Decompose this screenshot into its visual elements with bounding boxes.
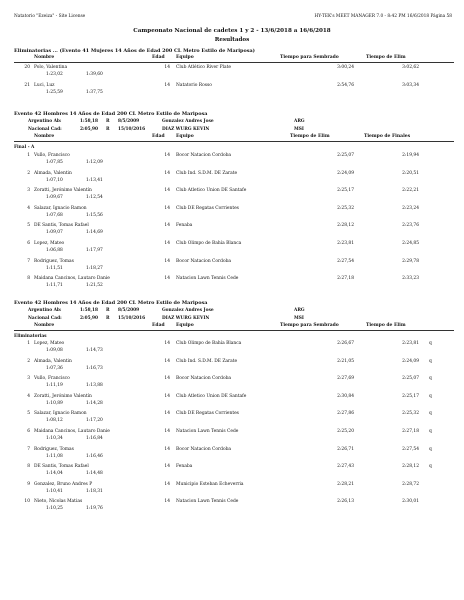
team-name: Natacion Lawn Tennis Cede [176,429,239,434]
place-cell: 8 [27,276,30,282]
split-50: 1:10,34 [46,436,63,441]
swimmer-name: Almada, Valentin [34,358,72,364]
table-row [14,411,454,425]
swimmer-name: Salazar, Ignacio Ramon [34,205,87,211]
qualifier-mark: q [429,358,432,364]
column-header-row [14,134,454,142]
place-cell: 20 [24,65,30,70]
result-time: 2:25,17 [402,393,419,399]
team-name: Club Atletico Union DE Santafe [176,393,247,399]
split-100: 1:14,28 [86,400,103,406]
place-cell: 6 [27,241,30,246]
split-100: 1:17,20 [86,418,103,424]
result-time: 2:20,51 [402,170,419,176]
split-100: 1:18,31 [86,488,103,494]
result-time: 2:27,54 [402,446,419,452]
age-cell: 14 [164,429,170,434]
table-row [14,188,454,202]
split-100: 1:12,54 [86,195,103,201]
table-row [14,341,454,355]
seed-time: 2:27,18 [337,276,354,282]
split-50: 1:10,25 [46,506,63,512]
team-name: Club Olimpo de Bahía Blanca [176,241,242,246]
team-name: Fenaba [176,223,193,229]
seed-time: 2:23,81 [337,241,354,246]
split-100: 1:16,84 [86,436,103,441]
seed-time: 2:25,07 [337,153,354,158]
place-cell: 2 [27,170,30,176]
event-title: Evento 42 Hombres 14 Años de Edad 200 CL Metro Estilo de Mariposa [14,111,208,117]
team-name: Club Ind. S.D.M. DE Zarate [176,358,238,364]
team-name: Club Olimpo de Bahía Blanca [176,341,242,346]
age-cell: 14 [164,411,170,417]
swimmer-name: Polo, Valentina [34,65,68,70]
table-row [14,429,454,443]
results-subtitle: Resultados [214,37,250,43]
seed-time: 2:28,21 [337,481,354,487]
split-50: 1:14,04 [46,471,63,477]
age-cell: 14 [164,446,170,452]
team-name: Club DE Regatas Corrientes [176,411,239,417]
result-time: 2:30,01 [402,499,419,505]
result-time: 2:19,94 [402,153,419,158]
team-name: Club Atletico Union DE Santafe [176,188,247,194]
place-cell: 1 [27,341,30,346]
split-100: 1:17,97 [86,248,103,253]
result-time: 2:24,09 [402,358,419,364]
seed-time: 2:28,12 [337,223,354,229]
col-seed-time: Tiempo para Sembrado [280,55,339,60]
place-cell: 4 [27,393,30,399]
qualifier-mark: q [429,393,432,399]
split-100: 1:14,73 [86,348,103,353]
split-50: 1:06,88 [46,248,63,253]
place-cell: 10 [24,499,30,505]
seed-time: 2:30,84 [337,393,354,399]
place-cell: 6 [27,429,30,434]
table-row [14,65,454,79]
col-team: Equipo [176,134,194,139]
split-100: 1:37,75 [86,89,103,95]
table-row [14,223,454,237]
split-50: 1:10,89 [46,400,63,406]
place-cell: 5 [27,223,30,229]
result-time: 2:25,32 [402,411,419,417]
split-50: 1:09,07 [46,230,63,236]
team-name: Club Atlético River Plate [176,65,231,70]
heat-label: Eliminatorias [14,334,47,339]
swimmer-name: Zoratti, Jerónimo Valentín [34,188,92,194]
place-cell: 8 [27,464,30,470]
col-age: Edad [152,134,165,139]
age-cell: 14 [164,258,170,264]
place-cell: 1 [27,153,30,158]
place-cell: 4 [27,205,30,211]
event-continuation-title: Eliminatorias ... (Evento 41 Mujeres 14 Años de Edad 200 CL Metro Estilo de Mariposa) [14,48,255,54]
split-50: 1:25,59 [46,89,63,95]
result-time: 2:23,76 [402,223,419,229]
result-time: 2:25,07 [402,376,419,382]
table-row [14,241,454,255]
results-page: Natatorio "Ezeiza" - Site License HY-TEK's MEET MANAGER 7.0 - 8:42 PM 16/6/2018 Página 58 Campeonato Nacional de cadetes 1 y 2 - 13/6/2018 a 16/6/2018 Resultados Eliminatorias ... (Evento 41 Mujeres 14 Años de Edad 200 CL Metro Estilo de Mariposa) Nombre Edad Equipo Tiempo para Sembrado Tiempo de Elim 20 Polo, Valentina 14 Club Atlético River Plate 3:00,24 3:02,62 1:23,02 1:39,60 21 Luci, Luz 14 Natatorio Rosso 2:54,76 3:03,34 1:25,59 1:37,75 Evento 42 Hombres 14 Años de Edad 200 CL Metro Estilo de Mariposa Argentino Ab: 1:58,18 R 8/5/2009 Gonzalez Andres Jose ARG Nacional Cad: 2:05,90 R 15/10/2016 DIAZ WURG KEVIN MSI Nombre Edad Equipo Tiempo de Elim Tiempo de Finales Final - A 1 Vullo, Francisco 14 Bocor Natacion Cordoba 2:25,07 2:19,94 1:07,85 1:12,09 2 Almada, Valentin 14 Club Ind. S.D.M. DE Zarate 2:24,09 2:20,51 1:07,10 1:13,41 3 Zoratti, Jerónimo Valentín 14 Club Atletico Union DE Santafe 2:25,17 2:22,21 1:09,67 1:12,54 4 Salazar, Ignacio Ramon 14 Club DE Regatas Corrientes 2:25,32 2:23,24 1:07,68 1:15,56 5 DE Santis, Tomas Rafael 14 Fenaba 2:28,12 2:23,76 1:09,07 1:14,69 6 Lopez, Mateo 14 Club Olimpo de Bahía Blanca 2:23,81 2:24,85 1:06,88 1:17,97 7 Rodriguez, Tomas 14 Bocor Natacion Cordoba 2:27,54 2:29,78 1:11,51 1:18,27 8 Maidana Cancinos, Lautaro Danie 14 Natacion Lawn Tennis Cede 2:27,18 2:33,23 1:11,71 1:21,52 Evento 42 Hombres 14 Años de Edad 200 CL Metro Estilo de Mariposa Argentino Ab: 1:58,18 R 8/5/2009 Gonzalez Andres Jose ARG Nacional Cad: 2:05,90 R 15/10/2016 DIAZ WURG KEVIN MSI Nombre Edad Equipo Tiempo para Sembrado Tiempo de Elim Eliminatorias 1 Lopez, Mateo 14 Club Olimpo de Bahía Blanca 2:26,67 2:23,81 q 1:09,08 1:14,73 2 Almada, Valentin 14 Club Ind. S.D.M. DE Zarate 2:21,05 2:24,09 q 1:07,36 1:16,73 3 Vullo, Francisco 14 Bocor Natacion Cordoba 2:27,69 2:25,07 q 1:11,19 1:13,88 4 Zoratti, Jerónimo Valentín 14 Club Atletico Union DE Santafe 2:30,84 2:25,17 q 1:10,89 1:14,28 5 Salazar, Ignacio Ramon 14 Club DE Regatas Corrientes 2:27,86 2:25,32 q 1:08,12 1:17,20 6 Maidana Cancinos, Lautaro Danie 14 Natacion Lawn Tennis Cede 2:25,20 2:27,18 q 1:10,34 1:16,84 7 Rodriguez, Tomas 14 Bocor Natacion Cordoba 2:26,71 2:27,54 q 1:11,08 1:16,46 8 DE Santis, Tomas Rafael 14 Fenaba 2:27,43 2:28,12 q 1:14,04 1:14,48 9 Gonzalez, Bruno Andres P 14 Municipio Esteban Echeverria 2:28,21 2:28,72 1:10,41 1:18,31 10 Nieto, Nicolas Matias 14 Natacion Lawn Tennis Cede 2:26,13 2:30,01 1:10,25 1:19,76 [0,0,464,600]
split-100: 1:19,76 [86,506,103,512]
split-50: 1:11,08 [46,453,63,459]
col-seed-time: Tiempo para Sembrado [280,323,339,328]
place-cell: 9 [27,481,30,487]
swimmer-name: Salazar, Ignacio Ramon [34,411,87,417]
table-row [14,83,454,97]
age-cell: 14 [164,481,170,487]
split-100: 1:21,52 [86,283,103,289]
split-50: 1:09,08 [46,348,63,353]
seed-time: 2:25,20 [337,429,354,434]
col-name: Nombre [34,323,55,328]
split-100: 1:39,60 [86,72,103,77]
age-cell: 14 [164,223,170,229]
result-time: 2:28,72 [402,481,419,487]
col-name: Nombre [34,55,55,60]
age-cell: 14 [164,205,170,211]
table-row [14,376,454,390]
split-100: 1:15,56 [86,212,103,218]
split-50: 1:11,19 [46,383,63,389]
table-row [14,171,454,185]
table-row [14,464,454,478]
seed-time: 2:25,17 [337,188,354,194]
col-team: Equipo [176,55,194,60]
team-name: Fenaba [176,464,193,470]
result-time: 2:33,23 [402,276,419,282]
seed-time: 2:27,43 [337,464,354,470]
qualifier-mark: q [429,376,432,382]
split-100: 1:18,27 [86,265,103,271]
heat-label: Final - A [14,145,35,150]
team-name: Municipio Esteban Echeverria [176,481,244,487]
age-cell: 14 [164,65,170,70]
swimmer-name: Maidana Cancinos, Lautaro Danie [34,276,110,282]
table-row [14,394,454,408]
result-time: 3:03,34 [402,82,419,88]
split-100: 1:12,09 [86,160,103,165]
place-cell: 7 [27,258,30,264]
place-cell: 7 [27,446,30,452]
team-name: Club Ind. S.D.M. DE Zarate [176,170,238,176]
swimmer-name: Lopez, Mateo [34,341,65,346]
place-cell: 21 [24,82,30,88]
age-cell: 14 [164,358,170,364]
qualifier-mark: q [429,411,432,417]
column-header-row [14,323,454,331]
site-license-header: Natatorio "Ezeiza" - Site License [14,14,86,19]
split-50: 1:07,68 [46,212,63,218]
swimmer-name: Lopez, Mateo [34,241,65,246]
table-row [14,482,454,496]
team-name: Club DE Regatas Corrientes [176,205,239,211]
seed-time: 2:26,13 [337,499,354,505]
swimmer-name: Nieto, Nicolas Matias [34,499,83,505]
split-100: 1:16,73 [86,365,103,371]
team-name: Bocor Natacion Cordoba [176,446,232,452]
col-final-time: Tiempo de Finales [364,134,411,139]
team-name: Natatorio Rosso [176,82,212,88]
team-name: Bocor Natacion Cordoba [176,258,232,264]
team-name: Bocor Natacion Cordoba [176,153,232,158]
qualifier-mark: q [429,341,432,346]
swimmer-name: Vullo, Francisco [34,376,70,382]
event-title: Evento 42 Hombres 14 Años de Edad 200 CL Metro Estilo de Mariposa [14,300,208,306]
swimmer-name: Rodriguez, Tomas [34,446,74,452]
seed-time: 3:00,24 [337,65,354,70]
split-100: 1:14,48 [86,471,103,477]
col-heat-time: Tiempo de Elim [366,323,406,328]
result-time: 2:23,24 [402,205,419,211]
age-cell: 14 [164,341,170,346]
age-cell: 14 [164,499,170,505]
place-cell: 2 [27,358,30,364]
swimmer-name: Rodriguez, Tomas [34,258,74,264]
col-heat-time: Tiempo de Elim [290,134,330,139]
split-50: 1:09,67 [46,195,63,201]
seed-time: 2:27,69 [337,376,354,382]
split-100: 1:13,41 [86,177,103,183]
table-row [14,499,454,513]
place-cell: 5 [27,411,30,417]
seed-time: 2:27,86 [337,411,354,417]
col-heat-time: Tiempo de Elim [366,55,406,60]
swimmer-name: Gonzalez, Bruno Andres P [34,481,93,487]
table-row [14,447,454,461]
age-cell: 14 [164,188,170,194]
split-100: 1:14,69 [86,230,103,236]
swimmer-name: Luci, Luz [34,82,55,88]
table-row [14,153,454,167]
table-row [14,359,454,373]
seed-time: 2:24,09 [337,170,354,176]
split-50: 1:07,36 [46,365,63,371]
place-cell: 3 [27,376,30,382]
age-cell: 14 [164,276,170,282]
age-cell: 14 [164,376,170,382]
result-time: 2:23,81 [402,341,419,346]
result-time: 2:29,78 [402,258,419,264]
table-row [14,276,454,290]
split-50: 1:07,10 [46,177,63,183]
swimmer-name: Vullo, Francisco [34,153,70,158]
age-cell: 14 [164,393,170,399]
split-50: 1:11,51 [46,265,63,271]
seed-time: 2:26,67 [337,341,354,346]
seed-time: 2:26,71 [337,446,354,452]
table-row [14,206,454,220]
split-100: 1:13,88 [86,383,103,389]
table-row [14,259,454,273]
place-cell: 3 [27,188,30,194]
seed-time: 2:25,32 [337,205,354,211]
team-name: Natacion Lawn Tennis Cede [176,276,239,282]
seed-time: 2:27,54 [337,258,354,264]
split-50: 1:07,85 [46,160,63,165]
team-name: Natacion Lawn Tennis Cede [176,499,239,505]
swimmer-name: Maidana Cancinos, Lautaro Danie [34,429,110,434]
split-50: 1:08,12 [46,418,63,424]
qualifier-mark: q [429,464,432,470]
result-time: 2:24,85 [402,241,419,246]
split-50: 1:11,71 [46,283,63,289]
age-cell: 14 [164,153,170,158]
age-cell: 14 [164,464,170,470]
swimmer-name: DE Santis, Tomas Rafael [34,464,89,470]
split-50: 1:23,02 [46,72,63,77]
result-time: 2:22,21 [402,188,419,194]
result-time: 2:27,18 [402,429,419,434]
split-100: 1:16,46 [86,453,103,459]
team-name: Bocor Natacion Cordoba [176,376,232,382]
split-50: 1:10,41 [46,488,63,494]
age-cell: 14 [164,170,170,176]
col-age: Edad [152,55,165,60]
seed-time: 2:21,05 [337,358,354,364]
age-cell: 14 [164,241,170,246]
swimmer-name: Almada, Valentin [34,170,72,176]
col-team: Equipo [176,323,194,328]
swimmer-name: DE Santis, Tomas Rafael [34,223,89,229]
seed-time: 2:54,76 [337,82,354,88]
result-time: 2:28,12 [402,464,419,470]
qualifier-mark: q [429,446,432,452]
swimmer-name: Zoratti, Jerónimo Valentín [34,393,92,399]
column-header-row [14,55,454,63]
qualifier-mark: q [429,429,432,434]
col-age: Edad [152,323,165,328]
age-cell: 14 [164,82,170,88]
result-time: 3:02,62 [402,65,419,70]
meet-title: Campeonato Nacional de cadetes 1 y 2 - 13/6/2018 a 16/6/2018 [133,28,331,34]
col-name: Nombre [34,134,55,139]
meet-manager-header: HY-TEK's MEET MANAGER 7.0 - 8:42 PM 16/6/2018 Página 58 [314,14,452,19]
